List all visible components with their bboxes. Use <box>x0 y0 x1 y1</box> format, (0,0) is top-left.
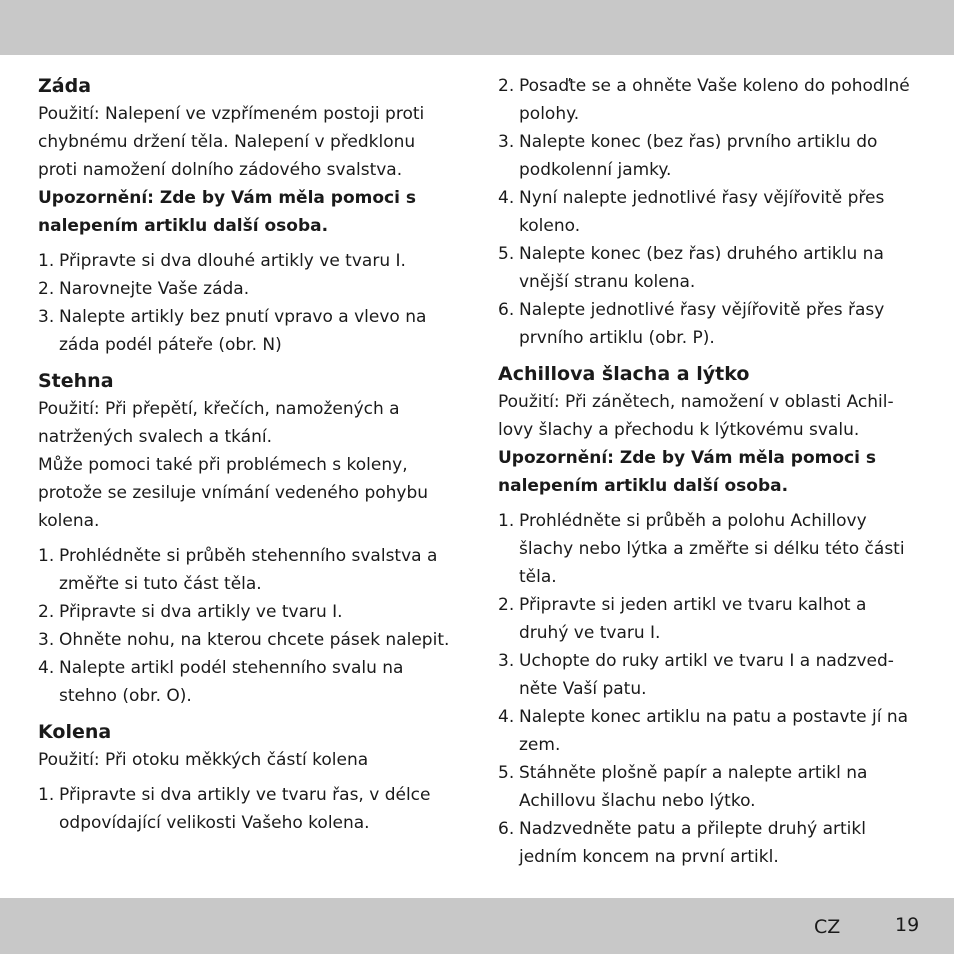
list-item <box>498 72 918 128</box>
list-item <box>498 128 918 184</box>
list-item <box>498 296 918 352</box>
list-item <box>38 598 458 626</box>
numbered-list <box>38 542 458 710</box>
warning-text: Upozornění: Zde by Vám měla pomoci s nalepením artiklu další osoba. <box>38 188 416 236</box>
list-item-number: 6. <box>498 819 515 839</box>
list-item <box>38 303 458 359</box>
list-item <box>38 542 458 598</box>
section <box>38 718 458 837</box>
list-item-number: 5. <box>498 244 515 264</box>
right-top-list <box>498 72 918 352</box>
body-text: Použití: Nalepení ve vzpřímeném postoji proti chybnému držení těla. Nalepení v předklonu proti namožení dolního zádového svalstva. <box>38 104 425 180</box>
header-band <box>0 0 954 55</box>
list-item-number: 3. <box>38 307 55 327</box>
warning-text: Upozornění: Zde by Vám měla pomoci s nalepením artiklu další osoba. <box>498 448 876 496</box>
list-item-text: Stáhněte plošně papír a nalepte artikl na Achillovu šlachu nebo lýtko. <box>519 763 868 811</box>
list-item-text: Nalepte konec artiklu na patu a postavte jí na zem. <box>519 707 909 755</box>
list-item-number: 1. <box>38 785 55 805</box>
list-item <box>498 647 918 703</box>
list-item-number: 3. <box>498 132 515 152</box>
section <box>38 367 458 710</box>
page-number: 19 <box>895 914 920 936</box>
list-item-text: Nalepte konec (bez řas) prvního artiklu do podkolenní jamky. <box>519 132 878 180</box>
list-item <box>498 759 918 815</box>
list-item-text: Připravte si jeden artikl ve tvaru kalhot a druhý ve tvaru I. <box>519 595 867 643</box>
list-item-number: 3. <box>498 651 515 671</box>
right-column <box>498 72 918 879</box>
list-item <box>38 247 458 275</box>
list-item-text: Prohlédněte si průběh a polohu Achillovy šlachy nebo lýtka a změřte si délku této části těla. <box>519 511 905 587</box>
section-title: Stehna <box>38 370 114 392</box>
numbered-list <box>38 247 458 359</box>
list-item-text: Nalepte artikl podél stehenního svalu na stehno (obr. O). <box>59 658 404 706</box>
body-text: Použití: Při otoku měkkých částí kolena <box>38 750 369 770</box>
list-item <box>498 507 918 591</box>
spacer <box>498 352 918 360</box>
list-item-number: 1. <box>498 511 515 531</box>
list-item-number: 4. <box>498 188 515 208</box>
section-title: Záda <box>38 75 92 97</box>
body-text: Použití: Při přepětí, křečích, namožených a natržených svalech a tkání. <box>38 399 400 447</box>
language-code: CZ <box>814 916 841 938</box>
list-item-text: Uchopte do ruky artikl ve tvaru I a nadzved-něte Vaší patu. <box>519 651 894 699</box>
section <box>38 72 458 359</box>
list-item-number: 6. <box>498 300 515 320</box>
list-item <box>38 275 458 303</box>
list-item-number: 2. <box>38 602 55 622</box>
list-item <box>38 654 458 710</box>
list-item-number: 1. <box>38 251 55 271</box>
list-item-text: Připravte si dva artikly ve tvaru I. <box>59 602 343 622</box>
list-item <box>38 781 458 837</box>
list-item-number: 4. <box>38 658 55 678</box>
list-item-number: 2. <box>498 76 515 96</box>
list-item-text: Připravte si dva artikly ve tvaru řas, v délce odpovídající velikosti Vašeho kolena. <box>59 785 431 833</box>
left-column <box>38 72 458 845</box>
numbered-list <box>38 781 458 837</box>
list-item-text: Nyní nalepte jednotlivé řasy vějířovitě přes koleno. <box>519 188 885 236</box>
section-title: Achillova šlacha a lýtko <box>498 363 750 385</box>
footer-band <box>0 898 954 954</box>
list-item-number: 2. <box>498 595 515 615</box>
list-item-text: Nalepte artikly bez pnutí vpravo a vlevo na záda podél páteře (obr. N) <box>59 307 427 355</box>
list-item-text: Nalepte jednotlivé řasy vějířovitě přes řasy prvního artiklu (obr. P). <box>519 300 885 348</box>
list-item-text: Nadzvedněte patu a přilepte druhý artikl jedním koncem na první artikl. <box>519 819 866 867</box>
section-title: Kolena <box>38 721 112 743</box>
list-item-text: Narovnejte Vaše záda. <box>59 279 250 299</box>
list-item-number: 3. <box>38 630 55 650</box>
body-text: Použití: Při zánětech, namožení v oblasti Achil-lovy šlachy a přechodu k lýtkovému svalu. <box>498 392 894 440</box>
section <box>498 360 918 871</box>
list-item <box>498 184 918 240</box>
body-text: Může pomoci také při problémech s koleny, protože se zesiluje vnímání vedeného pohybu kolena. <box>38 455 429 531</box>
list-item-text: Nalepte konec (bez řas) druhého artiklu na vnější stranu kolena. <box>519 244 884 292</box>
list-item-number: 1. <box>38 546 55 566</box>
list-item-number: 5. <box>498 763 515 783</box>
numbered-list <box>498 507 918 871</box>
list-item <box>498 703 918 759</box>
list-item <box>498 240 918 296</box>
list-item-text: Ohněte nohu, na kterou chcete pásek nalepit. <box>59 630 450 650</box>
list-item-number: 4. <box>498 707 515 727</box>
list-item-text: Prohlédněte si průběh stehenního svalstva a změřte si tuto část těla. <box>59 546 438 594</box>
list-item-text: Posaďte se a ohněte Vaše koleno do pohodlné polohy. <box>519 76 910 124</box>
list-item <box>498 815 918 871</box>
list-item-number: 2. <box>38 279 55 299</box>
list-item <box>38 626 458 654</box>
list-item <box>498 591 918 647</box>
list-item-text: Připravte si dva dlouhé artikly ve tvaru I. <box>59 251 406 271</box>
